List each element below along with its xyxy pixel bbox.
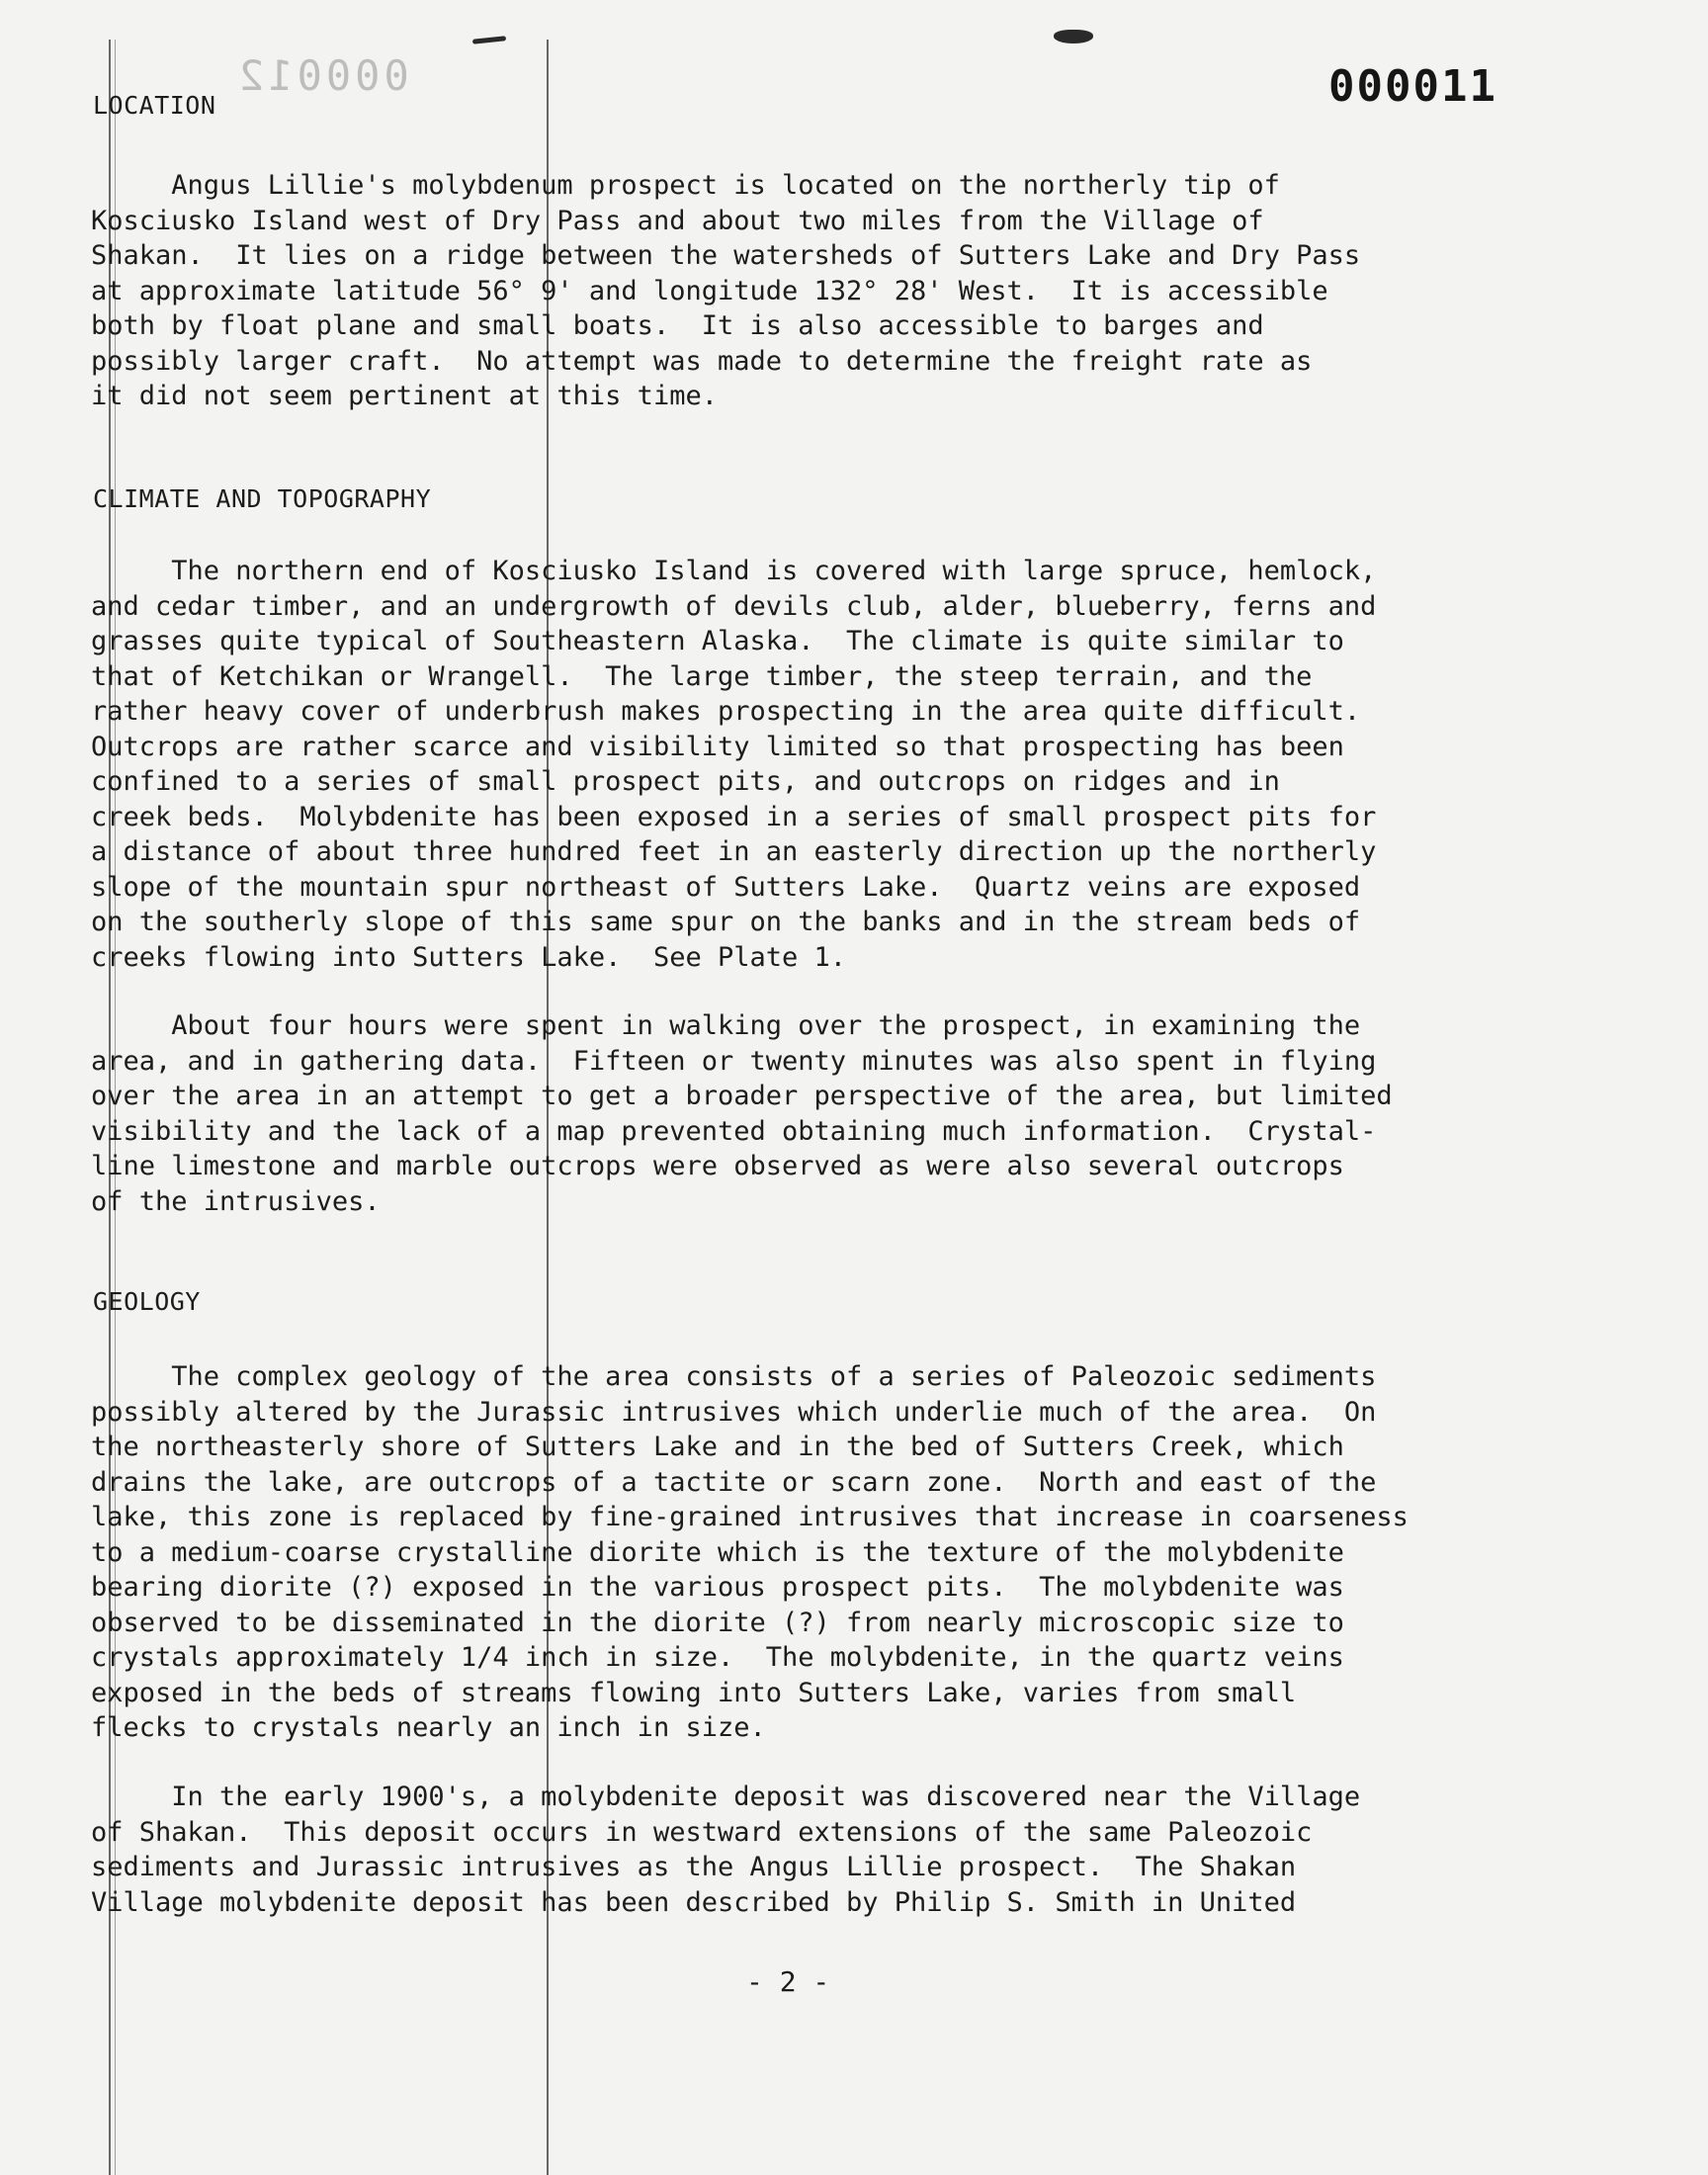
ink-mark (472, 36, 506, 44)
text-line: area, and in gathering data. Fifteen or twenty minutes was also spent in flying (91, 1045, 1377, 1077)
text-line: slope of the mountain spur northeast of Sutters Lake. Quartz veins are exposed (91, 871, 1361, 903)
text-line: rather heavy cover of underbrush makes prospecting in the area quite difficult. (91, 696, 1361, 727)
text-line: possibly larger craft. No attempt was made to determine the freight rate as (91, 345, 1313, 377)
text-line: Kosciusko Island west of Dry Pass and about two miles from the Village of (91, 205, 1264, 236)
paragraph (91, 554, 1554, 975)
text-line: and cedar timber, and an undergrowth of devils club, alder, blueberry, ferns and (91, 590, 1377, 622)
page-footer-number: - 2 - (746, 1965, 830, 1998)
text-line: line limestone and marble outcrops were observed as were also several outcrops (91, 1151, 1344, 1181)
section-heading-climate: CLIMATE AND TOPOGRAPHY (93, 484, 432, 513)
text-line: About four hours were spent in walking over the prospect, in examining the (91, 1010, 1361, 1041)
text-line: possibly altered by the Jurassic intrusives which underlie much of the area. On (91, 1396, 1377, 1428)
section-heading-geology: GEOLOGY (93, 1287, 201, 1316)
text-line: The northern end of Kosciusko Island is covered with large spruce, hemlock, (91, 556, 1377, 586)
text-line: at approximate latitude 56° 9' and longitude 132° 28' West. It is accessible (91, 275, 1328, 306)
text-line: flecks to crystals nearly an inch in size. (91, 1712, 766, 1743)
text-line: a distance of about three hundred feet in an easterly direction up the northerly (91, 836, 1377, 867)
text-line: exposed in the beds of streams flowing into Sutters Lake, varies from small (91, 1677, 1297, 1708)
text-line: Village molybdenite deposit has been described by Philip S. Smith in United (91, 1886, 1297, 1918)
paragraph (91, 168, 1554, 414)
text-line: confined to a series of small prospect pits, and outcrops on ridges and in (91, 766, 1280, 797)
paragraph (91, 1780, 1554, 1920)
ink-blot (1054, 30, 1093, 44)
text-line: drains the lake, are outcrops of a tactite or scarn zone. North and east of the (91, 1466, 1377, 1498)
text-line: creeks flowing into Sutters Lake. See Plate 1. (91, 941, 847, 973)
text-line: creek beds. Molybdenite has been exposed in a series of small prospect pits for (91, 801, 1377, 832)
text-line: the northeasterly shore of Sutters Lake and in the bed of Sutters Creek, which (91, 1432, 1344, 1462)
text-line: Shakan. It lies on a ridge between the watersheds of Sutters Lake and Dry Pass (91, 240, 1361, 271)
text-line: on the southerly slope of this same spur on the banks and in the stream beds of (91, 907, 1361, 937)
text-line: that of Ketchikan or Wrangell. The large timber, the steep terrain, and the (91, 660, 1313, 692)
text-line: both by float plane and small boats. It is also accessible to barges and (91, 310, 1264, 341)
document-number: 000011 (1328, 61, 1497, 112)
text-line: sediments and Jurassic intrusives as the Angus Lillie prospect. The Shakan (91, 1852, 1297, 1882)
text-line: The complex geology of the area consists of a series of Paleozoic sediments (91, 1361, 1377, 1392)
text-line: Outcrops are rather scarce and visibility limited so that prospecting has been (91, 731, 1344, 762)
paragraph (91, 1359, 1554, 1746)
text-line: observed to be disseminated in the diorite (?) from nearly microscopic size to (91, 1607, 1344, 1638)
text-line: crystals approximately 1/4 inch in size. The molybdenite, in the quartz veins (91, 1642, 1344, 1673)
text-line: over the area in an attempt to get a broader perspective of the area, but limited (91, 1081, 1393, 1111)
text-line: of Shakan. This deposit occurs in westward extensions of the same Paleozoic (91, 1816, 1313, 1848)
section-heading-location: LOCATION (93, 91, 216, 120)
text-line: of the intrusives. (91, 1185, 381, 1217)
text-line: bearing diorite (?) exposed in the various prospect pits. The molybdenite was (91, 1572, 1344, 1603)
bleed-through-number: 000012 (235, 51, 409, 100)
text-line: Angus Lillie's molybdenum prospect is located on the northerly tip of (91, 170, 1280, 201)
paragraph (91, 1008, 1554, 1219)
text-line: lake, this zone is replaced by fine-grained intrusives that increase in coarseness (91, 1502, 1409, 1532)
text-line: grasses quite typical of Southeastern Alaska. The climate is quite similar to (91, 626, 1344, 656)
text-line: to a medium-coarse crystalline diorite which is the texture of the molybdenite (91, 1536, 1344, 1568)
text-line: In the early 1900's, a molybdenite deposit was discovered near the Village (91, 1782, 1361, 1812)
text-line: visibility and the lack of a map prevented obtaining much information. Crystal- (91, 1115, 1377, 1147)
text-line: it did not seem pertinent at this time. (91, 381, 718, 411)
